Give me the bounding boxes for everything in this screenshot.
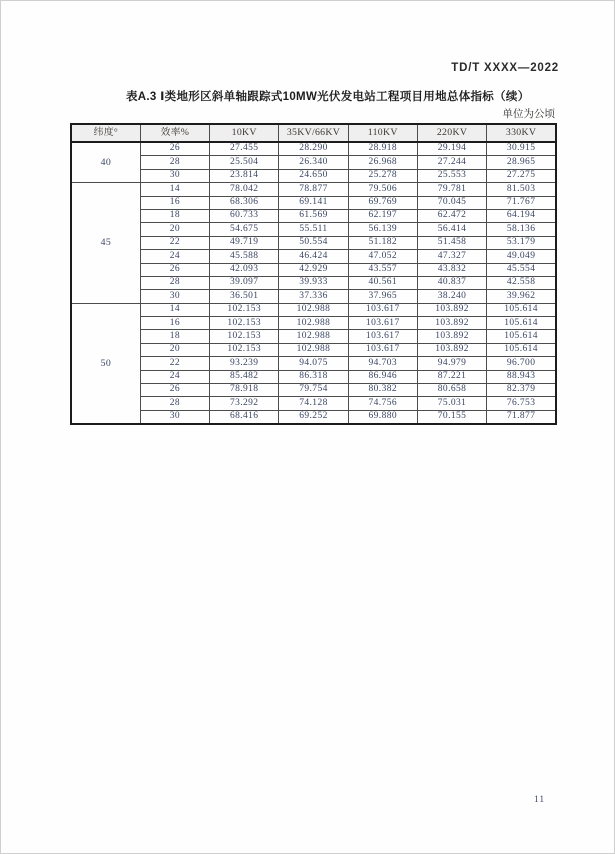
value-cell: 94.979	[417, 357, 486, 370]
efficiency-cell: 22	[140, 236, 209, 249]
page-number: 11	[534, 795, 546, 805]
efficiency-cell: 14	[140, 183, 209, 196]
table-row	[71, 169, 556, 182]
table-row	[71, 290, 556, 303]
value-cell: 26.340	[279, 156, 348, 169]
table-row	[71, 250, 556, 263]
value-cell: 43.832	[417, 263, 486, 276]
value-cell: 80.382	[348, 384, 417, 397]
value-cell: 70.155	[417, 410, 486, 424]
table-row	[71, 317, 556, 330]
value-cell: 42.093	[210, 263, 279, 276]
value-cell: 58.136	[487, 223, 556, 236]
value-cell: 69.769	[348, 196, 417, 209]
value-cell: 68.306	[210, 196, 279, 209]
column-header-35kv-66kv: 35KV/66KV	[279, 124, 348, 142]
column-header-10kv: 10KV	[210, 124, 279, 142]
value-cell: 85.482	[210, 370, 279, 383]
column-header-efficiency: 效率%	[140, 124, 209, 142]
latitude-cell: 45	[71, 183, 140, 304]
efficiency-cell: 16	[140, 317, 209, 330]
value-cell: 62.472	[417, 209, 486, 222]
value-cell: 105.614	[487, 330, 556, 343]
value-cell: 25.278	[348, 169, 417, 182]
value-cell: 103.892	[417, 317, 486, 330]
value-cell: 60.733	[210, 209, 279, 222]
indicator-table	[70, 123, 557, 425]
value-cell: 80.658	[417, 384, 486, 397]
value-cell: 45.588	[210, 250, 279, 263]
value-cell: 37.336	[279, 290, 348, 303]
value-cell: 51.458	[417, 236, 486, 249]
value-cell: 29.194	[417, 142, 486, 156]
value-cell: 86.318	[279, 370, 348, 383]
value-cell: 103.617	[348, 343, 417, 356]
table-row	[71, 209, 556, 222]
efficiency-cell: 28	[140, 276, 209, 289]
value-cell: 26.968	[348, 156, 417, 169]
table-row	[71, 357, 556, 370]
value-cell: 87.221	[417, 370, 486, 383]
value-cell: 103.892	[417, 303, 486, 316]
column-header-latitude: 纬度°	[71, 124, 140, 142]
value-cell: 55.511	[279, 223, 348, 236]
efficiency-cell: 28	[140, 397, 209, 410]
efficiency-cell: 30	[140, 169, 209, 182]
table-row	[71, 397, 556, 410]
value-cell: 62.197	[348, 209, 417, 222]
value-cell: 25.504	[210, 156, 279, 169]
table-row	[71, 303, 556, 316]
value-cell: 105.614	[487, 343, 556, 356]
value-cell: 36.501	[210, 290, 279, 303]
value-cell: 103.617	[348, 303, 417, 316]
table-body	[71, 142, 556, 424]
value-cell: 105.614	[487, 303, 556, 316]
value-cell: 88.943	[487, 370, 556, 383]
value-cell: 43.557	[348, 263, 417, 276]
table-row	[71, 236, 556, 249]
value-cell: 82.379	[487, 384, 556, 397]
table-row	[71, 156, 556, 169]
value-cell: 94.703	[348, 357, 417, 370]
value-cell: 103.617	[348, 330, 417, 343]
value-cell: 56.414	[417, 223, 486, 236]
table-row	[71, 410, 556, 424]
value-cell: 24.650	[279, 169, 348, 182]
table-row	[71, 276, 556, 289]
value-cell: 27.244	[417, 156, 486, 169]
column-header-220kv: 220KV	[417, 124, 486, 142]
value-cell: 39.933	[279, 276, 348, 289]
efficiency-cell: 18	[140, 209, 209, 222]
table-row	[71, 384, 556, 397]
value-cell: 49.049	[487, 250, 556, 263]
standard-code-header: TD/T XXXX—2022	[451, 62, 559, 74]
table-row	[71, 223, 556, 236]
value-cell: 47.052	[348, 250, 417, 263]
value-cell: 76.753	[487, 397, 556, 410]
value-cell: 79.754	[279, 384, 348, 397]
value-cell: 103.892	[417, 343, 486, 356]
latitude-cell: 50	[71, 303, 140, 424]
latitude-cell: 40	[71, 142, 140, 183]
value-cell: 51.182	[348, 236, 417, 249]
value-cell: 78.877	[279, 183, 348, 196]
table-row	[71, 370, 556, 383]
table-row	[71, 343, 556, 356]
efficiency-cell: 30	[140, 410, 209, 424]
value-cell: 102.153	[210, 317, 279, 330]
table-row	[71, 142, 556, 156]
value-cell: 74.128	[279, 397, 348, 410]
value-cell: 86.946	[348, 370, 417, 383]
unit-note: 单位为公顷	[502, 109, 555, 120]
table-header-row	[71, 124, 556, 142]
value-cell: 46.424	[279, 250, 348, 263]
value-cell: 69.141	[279, 196, 348, 209]
table-title: 表A.3 Ⅰ类地形区斜单轴跟踪式10MW光伏发电站工程项目用地总体指标（续）	[126, 91, 530, 103]
value-cell: 78.042	[210, 183, 279, 196]
value-cell: 102.153	[210, 303, 279, 316]
value-cell: 71.877	[487, 410, 556, 424]
efficiency-cell: 16	[140, 196, 209, 209]
value-cell: 40.561	[348, 276, 417, 289]
value-cell: 102.153	[210, 343, 279, 356]
value-cell: 25.553	[417, 169, 486, 182]
efficiency-cell: 30	[140, 290, 209, 303]
value-cell: 102.988	[279, 343, 348, 356]
value-cell: 102.988	[279, 317, 348, 330]
value-cell: 79.781	[417, 183, 486, 196]
value-cell: 39.097	[210, 276, 279, 289]
efficiency-cell: 26	[140, 384, 209, 397]
efficiency-cell: 24	[140, 370, 209, 383]
efficiency-cell: 14	[140, 303, 209, 316]
efficiency-cell: 26	[140, 263, 209, 276]
value-cell: 78.918	[210, 384, 279, 397]
table-row	[71, 330, 556, 343]
column-header-330kv: 330KV	[487, 124, 556, 142]
value-cell: 42.558	[487, 276, 556, 289]
efficiency-cell: 24	[140, 250, 209, 263]
value-cell: 61.569	[279, 209, 348, 222]
value-cell: 93.239	[210, 357, 279, 370]
value-cell: 105.614	[487, 317, 556, 330]
value-cell: 53.179	[487, 236, 556, 249]
value-cell: 69.880	[348, 410, 417, 424]
value-cell: 102.153	[210, 330, 279, 343]
value-cell: 54.675	[210, 223, 279, 236]
value-cell: 74.756	[348, 397, 417, 410]
efficiency-cell: 18	[140, 330, 209, 343]
value-cell: 28.290	[279, 142, 348, 156]
efficiency-cell: 20	[140, 343, 209, 356]
value-cell: 56.139	[348, 223, 417, 236]
value-cell: 68.416	[210, 410, 279, 424]
value-cell: 39.962	[487, 290, 556, 303]
value-cell: 96.700	[487, 357, 556, 370]
efficiency-cell: 26	[140, 142, 209, 156]
value-cell: 50.554	[279, 236, 348, 249]
value-cell: 27.275	[487, 169, 556, 182]
value-cell: 37.965	[348, 290, 417, 303]
value-cell: 102.988	[279, 303, 348, 316]
table-row	[71, 263, 556, 276]
value-cell: 49.719	[210, 236, 279, 249]
value-cell: 102.988	[279, 330, 348, 343]
value-cell: 38.240	[417, 290, 486, 303]
efficiency-cell: 28	[140, 156, 209, 169]
value-cell: 27.455	[210, 142, 279, 156]
efficiency-cell: 20	[140, 223, 209, 236]
value-cell: 103.617	[348, 317, 417, 330]
value-cell: 94.075	[279, 357, 348, 370]
efficiency-cell: 22	[140, 357, 209, 370]
value-cell: 69.252	[279, 410, 348, 424]
value-cell: 42.929	[279, 263, 348, 276]
value-cell: 23.814	[210, 169, 279, 182]
value-cell: 103.892	[417, 330, 486, 343]
table-header	[71, 124, 556, 142]
value-cell: 73.292	[210, 397, 279, 410]
value-cell: 30.915	[487, 142, 556, 156]
value-cell: 79.506	[348, 183, 417, 196]
table-row	[71, 196, 556, 209]
value-cell: 64.194	[487, 209, 556, 222]
column-header-110kv: 110KV	[348, 124, 417, 142]
value-cell: 81.503	[487, 183, 556, 196]
value-cell: 70.045	[417, 196, 486, 209]
table-row	[71, 183, 556, 196]
value-cell: 28.918	[348, 142, 417, 156]
value-cell: 71.767	[487, 196, 556, 209]
value-cell: 45.554	[487, 263, 556, 276]
value-cell: 28.965	[487, 156, 556, 169]
value-cell: 40.837	[417, 276, 486, 289]
value-cell: 47.327	[417, 250, 486, 263]
value-cell: 75.031	[417, 397, 486, 410]
